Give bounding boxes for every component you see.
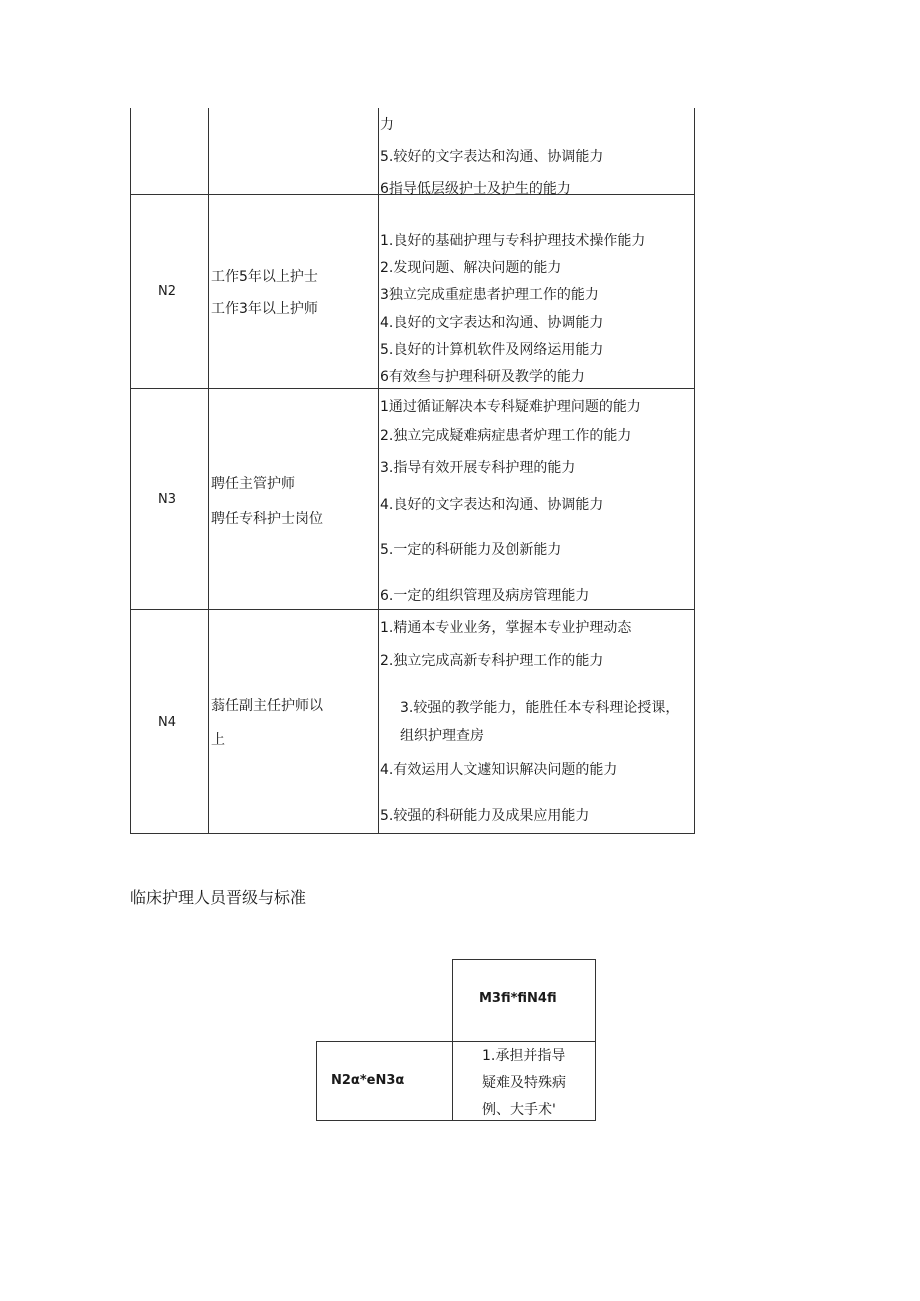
ability-item: 2.独立完成高新专科护理工作的能力	[380, 653, 604, 669]
table-border	[130, 388, 695, 389]
level-label: N2	[158, 284, 176, 299]
ability-item: 4.良好的文字表达和沟通、协调能力	[380, 315, 604, 331]
table-border	[595, 959, 596, 1121]
requirement-text: 聘任专科护士岗位	[211, 511, 323, 527]
ability-item: 5.较强的科研能力及成果应用能力	[380, 808, 590, 824]
ability-item: 5.良好的计算机软件及网络运用能力	[380, 342, 604, 358]
ability-item: 5.一定的科研能力及创新能力	[380, 542, 562, 558]
ability-item: 2.发现问题、解决问题的能力	[380, 260, 562, 276]
ability-item: 6有效叁与护理科研及教学的能力	[380, 369, 585, 385]
section-title: 临床护理人员晋级与标准	[130, 888, 307, 907]
ability-item: 2.独立完成疑难病症患者炉理工作的能力	[380, 428, 632, 444]
ability-item: 6.一定的组织管理及病房管理能力	[380, 588, 590, 604]
ability-item: 4.有效运用人文遽知识解决问题的能力	[380, 762, 618, 778]
ability-item: 力	[380, 117, 394, 133]
requirement-text: 工作5年以上护士	[211, 269, 318, 285]
cell-line: 1.承担并指导	[482, 1048, 566, 1064]
table-border	[694, 108, 695, 834]
header-cell: M3fi*fiN4fi	[479, 991, 557, 1006]
ability-item: 5.较好的文字表达和沟通、协调能力	[380, 149, 604, 165]
requirement-text: 聘任主管护师	[211, 476, 295, 492]
requirement-text: 工作3年以上护师	[211, 301, 318, 317]
table-border	[316, 1041, 595, 1042]
table-border	[378, 108, 379, 834]
cell-line: 例、大手术'	[482, 1102, 556, 1118]
table-border	[208, 108, 209, 834]
table-border	[130, 108, 131, 834]
ability-item: 4.良好的文字表达和沟通、协调能力	[380, 497, 604, 513]
requirement-text: 上	[211, 732, 225, 748]
ability-item: 1通过循证解决本专科疑难护理问题的能力	[380, 399, 641, 415]
ability-item: 3.较强的教学能力，能胜任本专科理论授课，	[400, 700, 680, 716]
ability-item: 6指导低层级护士及护生的能力	[380, 181, 571, 197]
ability-item: 3独立完成重症患者护理工作的能力	[380, 287, 599, 303]
table-border	[452, 959, 595, 960]
table-border	[452, 959, 453, 1121]
ability-item: 1.精通本专业业务，掌握本专业护理动态	[380, 620, 632, 636]
table-border	[130, 833, 695, 834]
level-label: N4	[158, 715, 176, 730]
cell-line: 疑难及特殊病	[482, 1075, 566, 1091]
table-border	[130, 609, 695, 610]
ability-item: 组织护理查房	[400, 728, 484, 744]
requirement-text: 蓊任副主任护师以	[211, 698, 323, 714]
ability-item: 1.良好的基础护理与专科护理技术操作能力	[380, 233, 646, 249]
table-border	[316, 1120, 595, 1121]
ability-item: 3.指导有效开展专科护理的能力	[380, 460, 576, 476]
row-label: N2α*eN3α	[331, 1073, 405, 1088]
table-border	[316, 1041, 317, 1121]
level-label: N3	[158, 492, 176, 507]
